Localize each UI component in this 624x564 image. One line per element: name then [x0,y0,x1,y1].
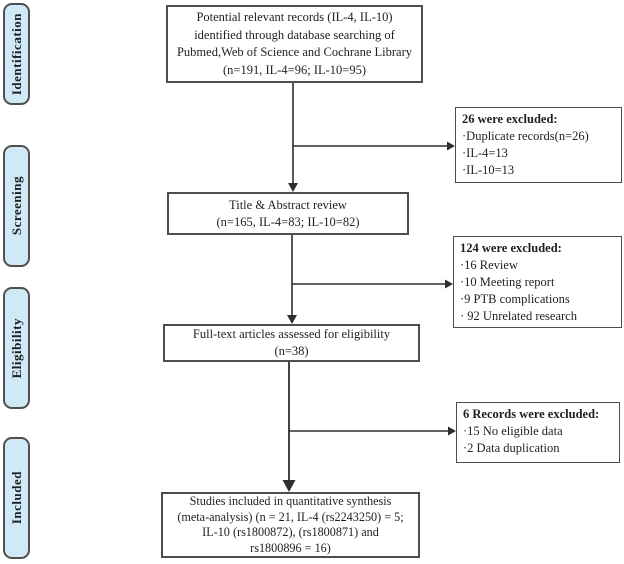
flow-box-text-line: Full-text articles assessed for eligibility [192,327,391,341]
flow-box-text-line: Studies included in quantitative synthesis [189,494,392,508]
exclusion-item: ·2 Data duplication [463,441,560,455]
exclusion-box-screening [453,236,622,328]
flow-box-title-abstract-review [167,192,409,235]
stage-label-included [3,437,30,559]
exclusion-item: ·15 No eligible data [463,424,563,438]
exclusion-box-eligibility [456,402,620,463]
stage-label-text: Screening [8,176,24,236]
exclusion-item: ·16 Review [460,258,518,272]
exclusion-title: 6 Records were excluded: [463,407,600,421]
flow-box-text-line: (n=38) [274,344,309,358]
stage-label-eligibility [3,287,30,409]
flow-box-text-line: (n=191, IL-4=96; IL-10=95) [223,62,366,77]
exclusion-item: ·IL-4=13 [462,146,508,160]
exclusion-title: 124 were excluded: [460,241,562,255]
stage-label-text: Included [8,471,24,525]
flow-box-text-line: IL-10 (rs1800872), (rs1800871) and [202,525,379,539]
flow-box-text-line: Pubmed,Web of Science and Cochrane Library [176,45,413,59]
flow-box-text-line: rs1800896 = 16) [250,540,331,555]
exclusion-item: ·9 PTB complications [460,292,570,306]
exclusion-item: ·IL-10=13 [462,163,515,177]
flow-box-full-text-assessed [163,324,420,362]
flow-box-studies-included [161,492,420,558]
flow-box-records-identified [166,5,423,83]
exclusion-box-duplicates [455,107,622,183]
stage-label-identification [3,3,30,105]
stage-label-text: Identification [8,12,24,96]
stage-label-text: Eligibility [8,317,24,379]
exclusion-title: 26 were excluded: [462,112,558,126]
exclusion-item: · 92 Unrelated research [460,309,577,323]
flow-box-text-line: (n=165, IL-4=83; IL-10=82) [216,214,360,229]
flow-box-text-line: Potential relevant records (IL-4, IL-10) [196,10,393,24]
flow-box-text-line: identified through database searching of [194,27,395,42]
exclusion-item: ·10 Meeting report [460,275,555,289]
flow-box-text-line: Title & Abstract review [229,197,347,212]
stage-label-screening [3,145,30,267]
flow-box-text-line: (meta-analysis) (n = 21, IL-4 (rs2243250) = 5; [177,509,404,524]
exclusion-item: ·Duplicate records(n=26) [462,129,589,143]
